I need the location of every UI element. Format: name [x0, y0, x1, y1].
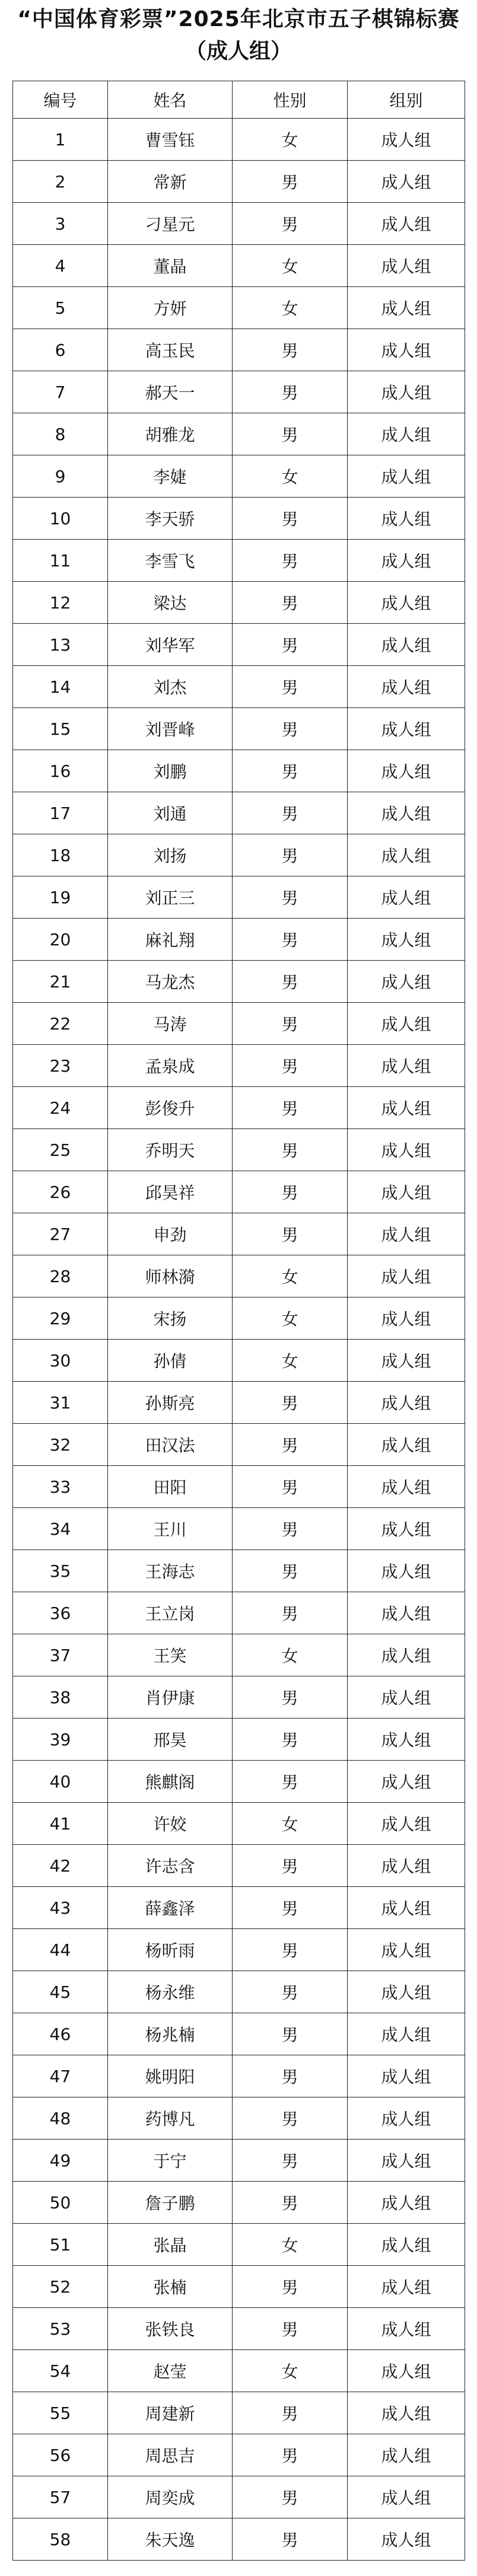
cell-group: 成人组	[348, 2140, 465, 2182]
cell-name: 周建新	[108, 2392, 233, 2434]
cell-group: 成人组	[348, 413, 465, 455]
cell-name: 邱昊祥	[108, 1171, 233, 1213]
cell-name: 周奕成	[108, 2476, 233, 2518]
cell-gender: 男	[233, 1929, 348, 1971]
cell-group: 成人组	[348, 1340, 465, 1382]
cell-number: 46	[13, 2013, 108, 2055]
table-row	[13, 1213, 465, 1255]
cell-gender: 男	[233, 1171, 348, 1213]
cell-group: 成人组	[348, 2476, 465, 2518]
header-gender: 性别	[233, 81, 348, 119]
cell-gender: 男	[233, 1719, 348, 1761]
cell-group: 成人组	[348, 2055, 465, 2097]
cell-name: 李雪飞	[108, 540, 233, 582]
cell-name: 刘杰	[108, 666, 233, 708]
cell-number: 10	[13, 498, 108, 540]
cell-number: 39	[13, 1719, 108, 1761]
cell-name: 彭俊升	[108, 1087, 233, 1129]
table-row	[13, 961, 465, 1003]
cell-number: 53	[13, 2308, 108, 2350]
cell-number: 42	[13, 1845, 108, 1887]
cell-group: 成人组	[348, 961, 465, 1003]
cell-group: 成人组	[348, 1761, 465, 1803]
cell-gender: 男	[233, 2308, 348, 2350]
cell-name: 王川	[108, 1508, 233, 1550]
cell-gender: 男	[233, 2266, 348, 2308]
cell-group: 成人组	[348, 1003, 465, 1045]
cell-gender: 男	[233, 919, 348, 961]
cell-name: 许姣	[108, 1803, 233, 1845]
cell-gender: 男	[233, 792, 348, 834]
cell-name: 药博凡	[108, 2097, 233, 2140]
table-row	[13, 1592, 465, 1634]
cell-name: 刘鹏	[108, 750, 233, 792]
table-row	[13, 371, 465, 413]
cell-number: 25	[13, 1129, 108, 1171]
cell-gender: 女	[233, 1803, 348, 1845]
cell-number: 31	[13, 1382, 108, 1424]
cell-gender: 男	[233, 1045, 348, 1087]
cell-name: 孙斯亮	[108, 1382, 233, 1424]
cell-name: 刘华军	[108, 624, 233, 666]
cell-name: 熊麒阁	[108, 1761, 233, 1803]
cell-name: 宋扬	[108, 1297, 233, 1340]
cell-name: 张铁良	[108, 2308, 233, 2350]
cell-number: 14	[13, 666, 108, 708]
table-row	[13, 1803, 465, 1845]
cell-gender: 男	[233, 1761, 348, 1803]
cell-number: 8	[13, 413, 108, 455]
cell-name: 郝天一	[108, 371, 233, 413]
cell-gender: 男	[233, 2518, 348, 2561]
cell-group: 成人组	[348, 2308, 465, 2350]
cell-number: 20	[13, 919, 108, 961]
cell-group: 成人组	[348, 1971, 465, 2013]
cell-name: 杨兆楠	[108, 2013, 233, 2055]
cell-number: 35	[13, 1550, 108, 1592]
cell-group: 成人组	[348, 919, 465, 961]
table-row	[13, 1845, 465, 1887]
cell-number: 11	[13, 540, 108, 582]
cell-name: 王笑	[108, 1634, 233, 1676]
table-row	[13, 1466, 465, 1508]
table-row	[13, 540, 465, 582]
table-row	[13, 750, 465, 792]
cell-number: 54	[13, 2350, 108, 2392]
cell-name: 马龙杰	[108, 961, 233, 1003]
cell-gender: 男	[233, 624, 348, 666]
table-row	[13, 1634, 465, 1676]
cell-gender: 男	[233, 1676, 348, 1719]
cell-group: 成人组	[348, 834, 465, 876]
cell-group: 成人组	[348, 1887, 465, 1929]
cell-name: 李天骄	[108, 498, 233, 540]
cell-name: 师林漪	[108, 1255, 233, 1297]
cell-name: 胡雅龙	[108, 413, 233, 455]
cell-gender: 女	[233, 245, 348, 287]
cell-number: 41	[13, 1803, 108, 1845]
cell-name: 刘正三	[108, 876, 233, 919]
cell-gender: 男	[233, 329, 348, 371]
cell-gender: 男	[233, 750, 348, 792]
cell-gender: 男	[233, 203, 348, 245]
table-row	[13, 2350, 465, 2392]
cell-gender: 女	[233, 455, 348, 498]
cell-gender: 男	[233, 161, 348, 203]
cell-number: 4	[13, 245, 108, 287]
cell-group: 成人组	[348, 1466, 465, 1508]
cell-number: 26	[13, 1171, 108, 1213]
cell-group: 成人组	[348, 1297, 465, 1340]
cell-gender: 男	[233, 1003, 348, 1045]
cell-name: 董晶	[108, 245, 233, 287]
cell-name: 杨昕雨	[108, 1929, 233, 1971]
cell-group: 成人组	[348, 2434, 465, 2476]
cell-name: 刘扬	[108, 834, 233, 876]
cell-name: 赵莹	[108, 2350, 233, 2392]
cell-name: 薛鑫泽	[108, 1887, 233, 1929]
cell-gender: 男	[233, 876, 348, 919]
cell-number: 44	[13, 1929, 108, 1971]
cell-gender: 男	[233, 582, 348, 624]
cell-group: 成人组	[348, 1382, 465, 1424]
cell-gender: 男	[233, 2097, 348, 2140]
cell-number: 58	[13, 2518, 108, 2561]
cell-group: 成人组	[348, 1803, 465, 1845]
cell-name: 高玉民	[108, 329, 233, 371]
table-row	[13, 2308, 465, 2350]
table-row	[13, 2097, 465, 2140]
cell-group: 成人组	[348, 1592, 465, 1634]
cell-gender: 男	[233, 413, 348, 455]
cell-number: 15	[13, 708, 108, 750]
cell-gender: 男	[233, 498, 348, 540]
cell-group: 成人组	[348, 1255, 465, 1297]
cell-number: 34	[13, 1508, 108, 1550]
cell-number: 43	[13, 1887, 108, 1929]
cell-gender: 女	[233, 119, 348, 161]
table-row	[13, 1129, 465, 1171]
table-row	[13, 2476, 465, 2518]
cell-number: 16	[13, 750, 108, 792]
table-row	[13, 2434, 465, 2476]
table-row	[13, 624, 465, 666]
table-row	[13, 1297, 465, 1340]
cell-group: 成人组	[348, 624, 465, 666]
cell-group: 成人组	[348, 2518, 465, 2561]
cell-number: 56	[13, 2434, 108, 2476]
cell-gender: 男	[233, 1382, 348, 1424]
cell-number: 50	[13, 2182, 108, 2224]
cell-number: 36	[13, 1592, 108, 1634]
cell-group: 成人组	[348, 1171, 465, 1213]
cell-gender: 男	[233, 1424, 348, 1466]
cell-gender: 女	[233, 2350, 348, 2392]
cell-number: 33	[13, 1466, 108, 1508]
cell-group: 成人组	[348, 371, 465, 413]
table-row	[13, 1087, 465, 1129]
cell-gender: 男	[233, 2392, 348, 2434]
cell-name: 麻礼翔	[108, 919, 233, 961]
table-row	[13, 1719, 465, 1761]
cell-group: 成人组	[348, 1424, 465, 1466]
cell-name: 李婕	[108, 455, 233, 498]
table-row	[13, 919, 465, 961]
cell-number: 6	[13, 329, 108, 371]
cell-name: 刁星元	[108, 203, 233, 245]
table-row	[13, 792, 465, 834]
cell-group: 成人组	[348, 2266, 465, 2308]
cell-group: 成人组	[348, 582, 465, 624]
cell-gender: 男	[233, 540, 348, 582]
table-row	[13, 455, 465, 498]
table-row	[13, 1508, 465, 1550]
cell-group: 成人组	[348, 161, 465, 203]
table-header-row	[13, 81, 465, 119]
cell-number: 19	[13, 876, 108, 919]
table-row	[13, 1424, 465, 1466]
cell-gender: 男	[233, 1213, 348, 1255]
cell-gender: 男	[233, 961, 348, 1003]
cell-gender: 女	[233, 2224, 348, 2266]
cell-gender: 女	[233, 1634, 348, 1676]
cell-name: 肖伊康	[108, 1676, 233, 1719]
cell-group: 成人组	[348, 708, 465, 750]
cell-name: 张晶	[108, 2224, 233, 2266]
table-row	[13, 1929, 465, 1971]
table-row	[13, 1761, 465, 1803]
cell-gender: 女	[233, 1255, 348, 1297]
header-number: 编号	[13, 81, 108, 119]
cell-group: 成人组	[348, 498, 465, 540]
cell-name: 许志含	[108, 1845, 233, 1887]
cell-number: 29	[13, 1297, 108, 1340]
cell-gender: 男	[233, 1129, 348, 1171]
cell-group: 成人组	[348, 1845, 465, 1887]
table-row	[13, 876, 465, 919]
cell-gender: 男	[233, 1845, 348, 1887]
cell-name: 方妍	[108, 287, 233, 329]
cell-number: 38	[13, 1676, 108, 1719]
cell-number: 24	[13, 1087, 108, 1129]
cell-name: 刘通	[108, 792, 233, 834]
cell-group: 成人组	[348, 2224, 465, 2266]
cell-name: 乔明天	[108, 1129, 233, 1171]
cell-gender: 男	[233, 708, 348, 750]
table-row	[13, 1003, 465, 1045]
table-row	[13, 203, 465, 245]
cell-number: 28	[13, 1255, 108, 1297]
cell-gender: 男	[233, 2013, 348, 2055]
table-row	[13, 2013, 465, 2055]
cell-number: 27	[13, 1213, 108, 1255]
cell-number: 9	[13, 455, 108, 498]
table-row	[13, 834, 465, 876]
cell-group: 成人组	[348, 1676, 465, 1719]
cell-name: 姚明阳	[108, 2055, 233, 2097]
cell-group: 成人组	[348, 2350, 465, 2392]
cell-group: 成人组	[348, 287, 465, 329]
cell-group: 成人组	[348, 666, 465, 708]
cell-number: 57	[13, 2476, 108, 2518]
document-subtitle: （成人组）	[185, 39, 292, 63]
cell-group: 成人组	[348, 2182, 465, 2224]
cell-number: 23	[13, 1045, 108, 1087]
table-row	[13, 1382, 465, 1424]
table-row	[13, 2392, 465, 2434]
cell-number: 5	[13, 287, 108, 329]
cell-name: 田阳	[108, 1466, 233, 1508]
cell-group: 成人组	[348, 455, 465, 498]
cell-number: 13	[13, 624, 108, 666]
cell-name: 詹子鹏	[108, 2182, 233, 2224]
cell-number: 22	[13, 1003, 108, 1045]
document-title: “中国体育彩票”2025年北京市五子棋锦标赛	[17, 7, 460, 31]
cell-gender: 男	[233, 1508, 348, 1550]
cell-gender: 男	[233, 666, 348, 708]
cell-gender: 男	[233, 1971, 348, 2013]
cell-number: 17	[13, 792, 108, 834]
table-row	[13, 119, 465, 161]
cell-group: 成人组	[348, 2097, 465, 2140]
cell-name: 孙倩	[108, 1340, 233, 1382]
cell-number: 55	[13, 2392, 108, 2434]
header-name: 姓名	[108, 81, 233, 119]
cell-group: 成人组	[348, 1045, 465, 1087]
cell-number: 18	[13, 834, 108, 876]
cell-name: 周思吉	[108, 2434, 233, 2476]
table-row	[13, 1171, 465, 1213]
table-row	[13, 413, 465, 455]
cell-gender: 男	[233, 1466, 348, 1508]
cell-group: 成人组	[348, 876, 465, 919]
table-row	[13, 1971, 465, 2013]
table-row	[13, 708, 465, 750]
cell-gender: 男	[233, 1887, 348, 1929]
table-row	[13, 1340, 465, 1382]
cell-group: 成人组	[348, 1213, 465, 1255]
cell-gender: 女	[233, 1340, 348, 1382]
cell-name: 王立岗	[108, 1592, 233, 1634]
cell-number: 7	[13, 371, 108, 413]
header-group: 组别	[348, 81, 465, 119]
table-row	[13, 1045, 465, 1087]
cell-name: 申劲	[108, 1213, 233, 1255]
cell-group: 成人组	[348, 203, 465, 245]
cell-name: 常新	[108, 161, 233, 203]
table-row	[13, 2224, 465, 2266]
cell-name: 张楠	[108, 2266, 233, 2308]
table-row	[13, 2140, 465, 2182]
cell-group: 成人组	[348, 1550, 465, 1592]
cell-name: 朱天逸	[108, 2518, 233, 2561]
table-row	[13, 2182, 465, 2224]
cell-group: 成人组	[348, 2013, 465, 2055]
cell-group: 成人组	[348, 1129, 465, 1171]
cell-group: 成人组	[348, 119, 465, 161]
table-row	[13, 287, 465, 329]
table-row	[13, 666, 465, 708]
cell-number: 49	[13, 2140, 108, 2182]
cell-name: 杨永维	[108, 1971, 233, 2013]
cell-number: 51	[13, 2224, 108, 2266]
cell-group: 成人组	[348, 2392, 465, 2434]
cell-number: 12	[13, 582, 108, 624]
cell-name: 曹雪钰	[108, 119, 233, 161]
table-row	[13, 1255, 465, 1297]
cell-number: 1	[13, 119, 108, 161]
cell-group: 成人组	[348, 1719, 465, 1761]
cell-group: 成人组	[348, 750, 465, 792]
table-row	[13, 2266, 465, 2308]
cell-group: 成人组	[348, 1087, 465, 1129]
cell-number: 48	[13, 2097, 108, 2140]
cell-number: 21	[13, 961, 108, 1003]
cell-number: 37	[13, 1634, 108, 1676]
table-row	[13, 329, 465, 371]
cell-name: 刘晋峰	[108, 708, 233, 750]
cell-gender: 男	[233, 834, 348, 876]
table-row	[13, 498, 465, 540]
cell-group: 成人组	[348, 1634, 465, 1676]
cell-group: 成人组	[348, 1508, 465, 1550]
cell-gender: 男	[233, 1087, 348, 1129]
cell-name: 梁达	[108, 582, 233, 624]
cell-number: 3	[13, 203, 108, 245]
cell-name: 孟泉成	[108, 1045, 233, 1087]
cell-group: 成人组	[348, 792, 465, 834]
cell-gender: 男	[233, 1550, 348, 1592]
table-row	[13, 2055, 465, 2097]
cell-group: 成人组	[348, 1929, 465, 1971]
cell-number: 32	[13, 1424, 108, 1466]
cell-gender: 男	[233, 2434, 348, 2476]
cell-number: 47	[13, 2055, 108, 2097]
cell-gender: 男	[233, 1592, 348, 1634]
cell-gender: 男	[233, 2140, 348, 2182]
cell-number: 52	[13, 2266, 108, 2308]
cell-group: 成人组	[348, 540, 465, 582]
cell-number: 2	[13, 161, 108, 203]
cell-gender: 女	[233, 287, 348, 329]
table-row	[13, 2518, 465, 2561]
participants-table	[12, 81, 465, 2561]
table-row	[13, 1676, 465, 1719]
cell-name: 邢昊	[108, 1719, 233, 1761]
cell-name: 田汉法	[108, 1424, 233, 1466]
cell-gender: 男	[233, 2476, 348, 2518]
cell-gender: 女	[233, 1297, 348, 1340]
cell-number: 45	[13, 1971, 108, 2013]
cell-name: 于宁	[108, 2140, 233, 2182]
cell-group: 成人组	[348, 329, 465, 371]
cell-gender: 男	[233, 2055, 348, 2097]
cell-group: 成人组	[348, 245, 465, 287]
table-row	[13, 161, 465, 203]
cell-gender: 男	[233, 371, 348, 413]
table-row	[13, 1550, 465, 1592]
cell-number: 40	[13, 1761, 108, 1803]
cell-number: 30	[13, 1340, 108, 1382]
cell-name: 马涛	[108, 1003, 233, 1045]
cell-name: 王海志	[108, 1550, 233, 1592]
table-row	[13, 582, 465, 624]
cell-gender: 男	[233, 2182, 348, 2224]
table-row	[13, 1887, 465, 1929]
table-row	[13, 245, 465, 287]
